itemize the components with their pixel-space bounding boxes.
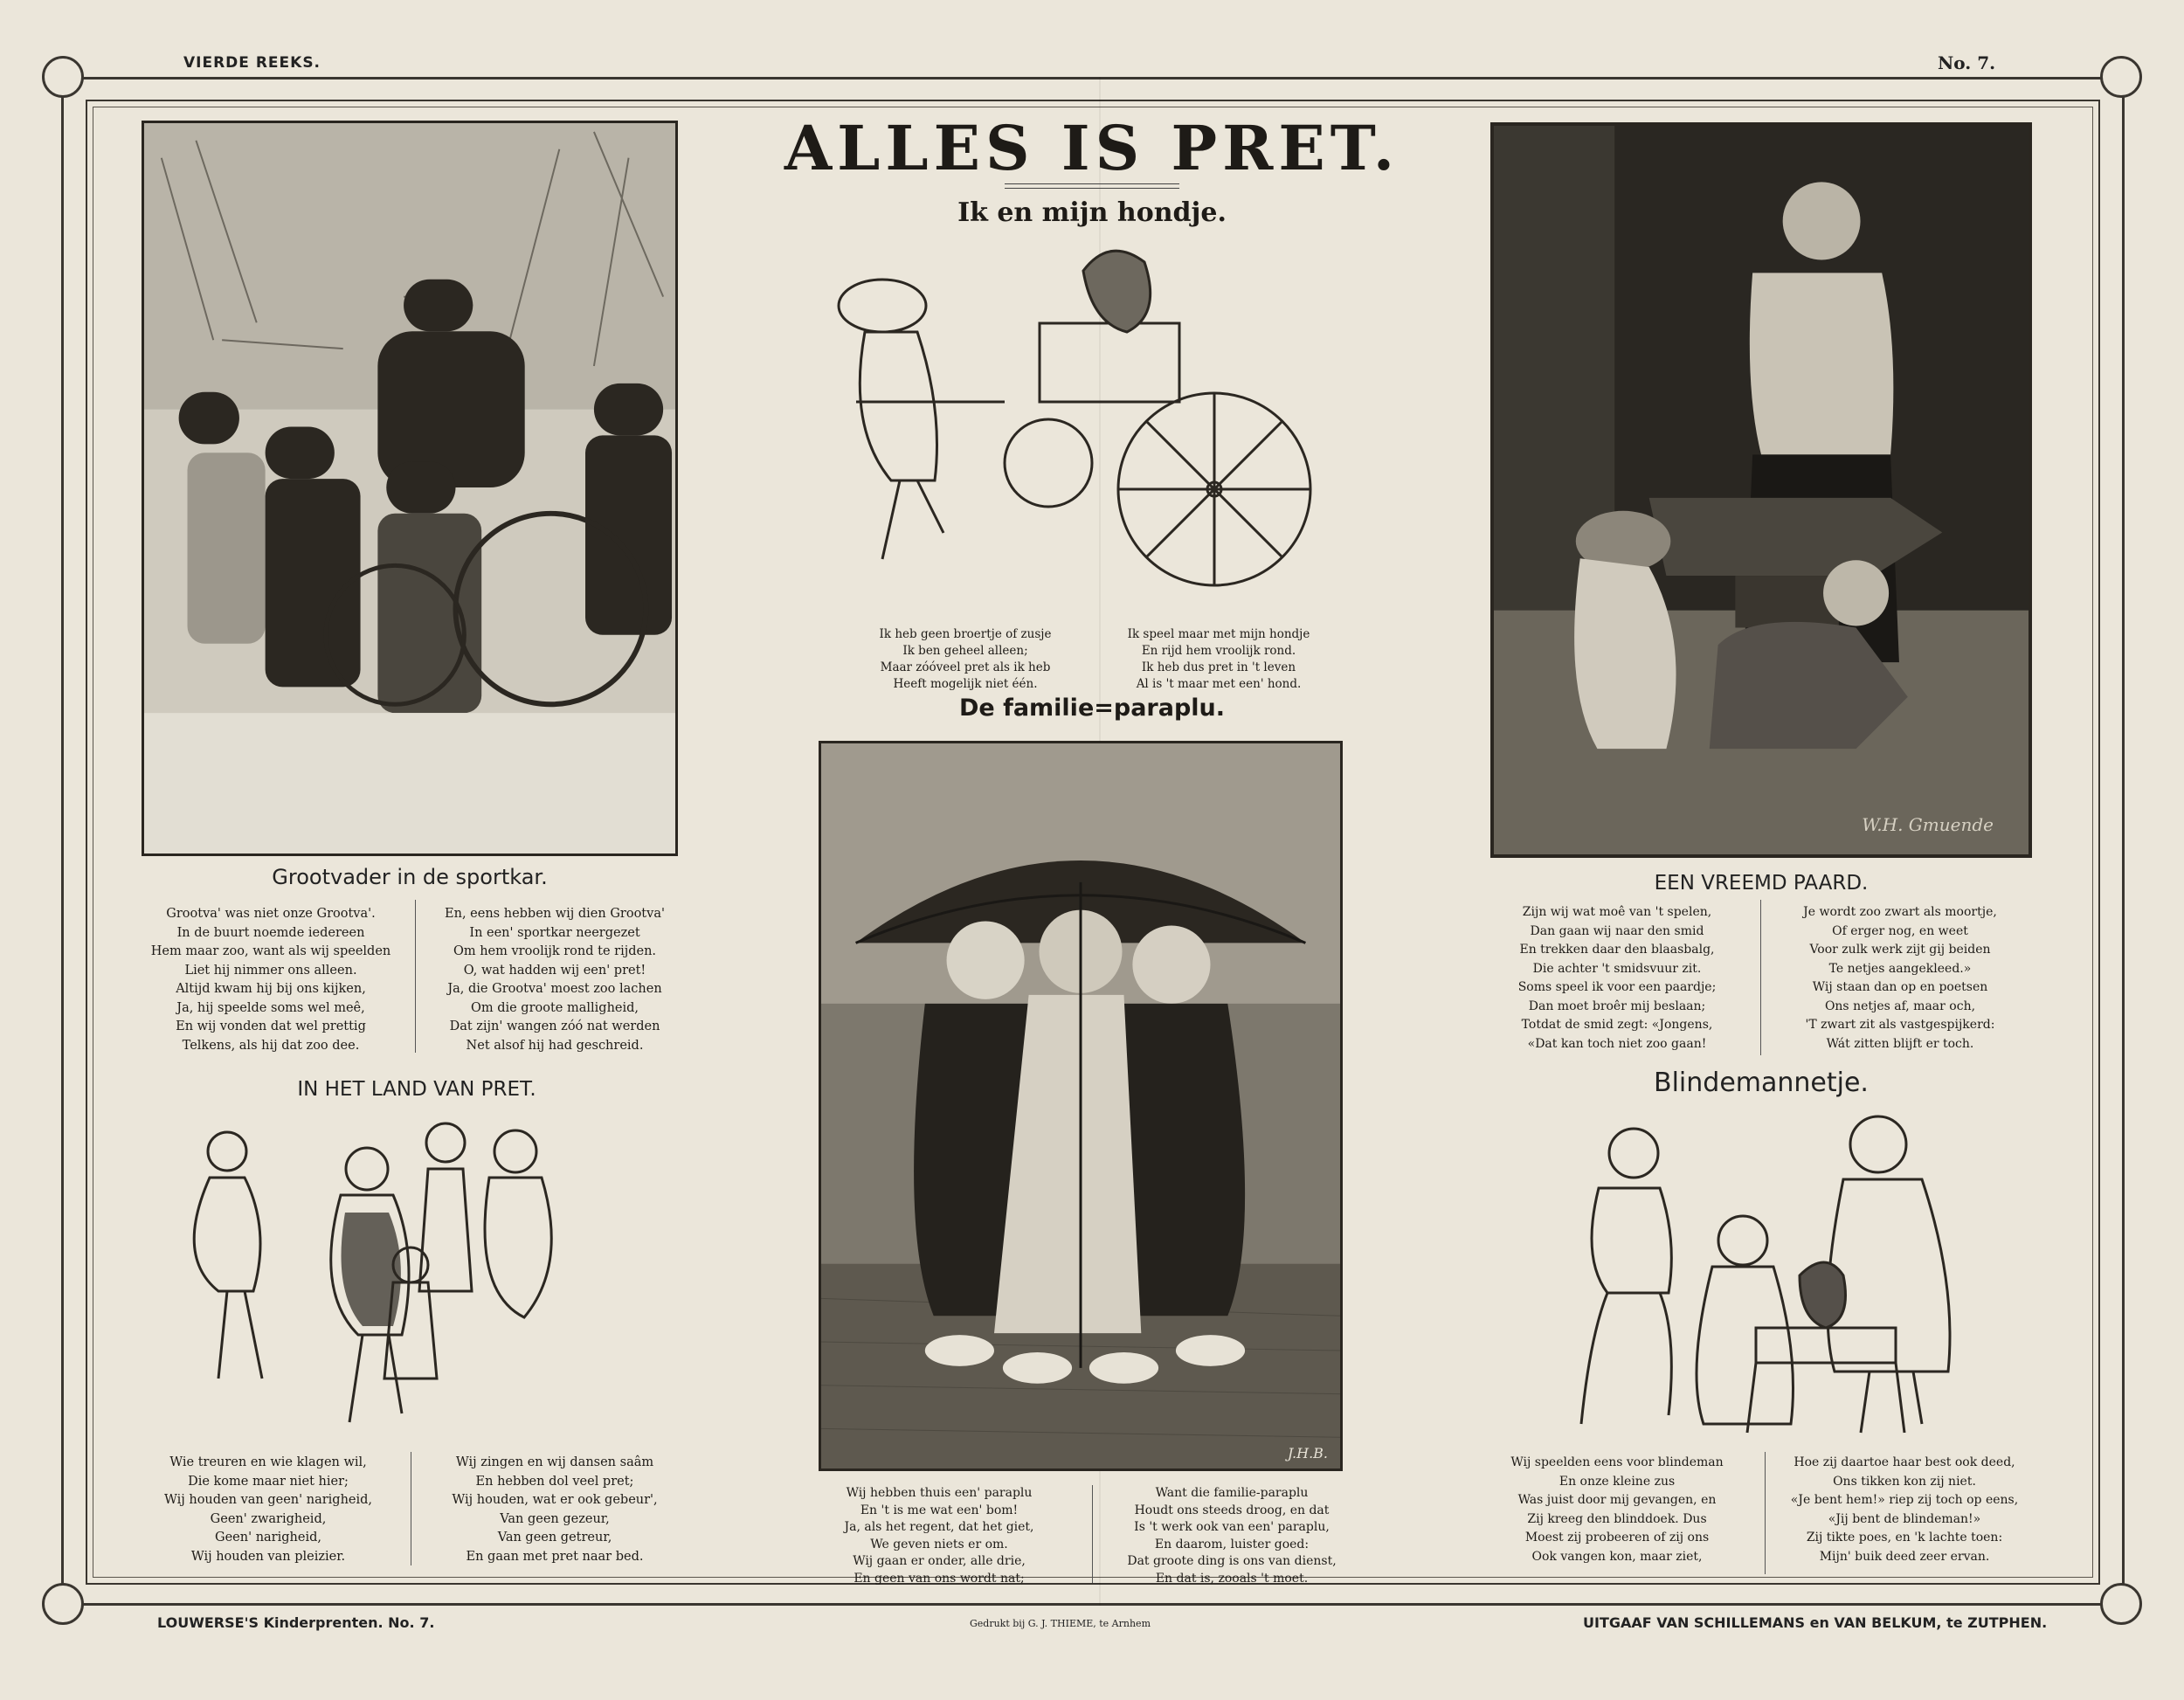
paraplu-poem-right bbox=[1105, 1485, 1358, 1587]
poem-line: Wij houden, wat er ook gebeur', bbox=[452, 1493, 658, 1507]
page-title: ALLES IS PRET. bbox=[784, 112, 1400, 184]
poem-line: Ik heb dus pret in 't leven bbox=[1141, 660, 1296, 674]
poem-line: «Je bent hem!» riep zij toch op eens, bbox=[1790, 1493, 2019, 1507]
poem-line: Was juist door mij gevangen, en bbox=[1517, 1493, 1717, 1507]
poem-line: Liet hij nimmer ons alleen. bbox=[184, 963, 357, 978]
poem-line: Hoe zij daartoe haar best ook deed, bbox=[1794, 1455, 2015, 1469]
issue-number: No. 7. bbox=[1938, 52, 1996, 73]
column-divider bbox=[415, 900, 416, 1053]
poem-line: Mijn' buik deed zeer ervan. bbox=[1819, 1549, 1990, 1564]
smid-signature: W.H. Gmuende bbox=[1862, 814, 1994, 835]
poem-line: En, eens hebben wij dien Grootva' bbox=[445, 907, 665, 921]
sportkar-engraving bbox=[142, 121, 678, 856]
paraplu-poem-left bbox=[812, 1485, 1066, 1587]
poem-line: Ook vangen kon, maar ziet, bbox=[1531, 1549, 1703, 1564]
title-rule bbox=[1005, 183, 1179, 189]
poem-line: Ons tikken kon zij niet. bbox=[1833, 1474, 1976, 1489]
column-divider bbox=[1760, 900, 1761, 1055]
corner-ornament-icon bbox=[2100, 56, 2142, 98]
poem-line: Of erger nog, en weet bbox=[1832, 923, 1968, 938]
paard-poem-left bbox=[1490, 903, 1744, 1054]
series-label: VIERDE REEKS. bbox=[183, 54, 321, 72]
poem-line: Wij staan dan op en poetsen bbox=[1812, 980, 1988, 994]
poem-line: En geen van ons wordt nat; bbox=[854, 1571, 1025, 1586]
poem-line: En trekken daar den blaasbalg, bbox=[1519, 943, 1715, 957]
poem-line: Dan gaan wij naar den smid bbox=[1530, 923, 1704, 938]
footer-publisher: UITGAAF VAN SCHILLEMANS en VAN BELKUM, te ZUTPHEN. bbox=[1583, 1614, 2048, 1631]
poem-line: Ik ben geheel alleen; bbox=[902, 644, 1028, 658]
poem-line: Om hem vroolijk rond te rijden. bbox=[453, 944, 657, 958]
poem-line: En 't is me wat een' bom! bbox=[860, 1503, 1019, 1517]
corner-ornament-icon bbox=[42, 1583, 84, 1625]
poem-line: 'T zwart zit als vastgespijkerd: bbox=[1805, 1018, 1995, 1032]
poem-line: Zijn wij wat moê van 't spelen, bbox=[1522, 905, 1712, 919]
poem-line: Ons netjes af, maar och, bbox=[1824, 999, 1976, 1013]
poem-line: Houdt ons steeds droog, en dat bbox=[1134, 1503, 1330, 1517]
poem-line: Ik heb geen broertje of zusje bbox=[879, 627, 1052, 641]
poem-line: En onze kleine zus bbox=[1559, 1474, 1676, 1489]
poem-line: Moest zij probeeren of zij ons bbox=[1524, 1531, 1710, 1545]
corner-ornament-icon bbox=[42, 56, 84, 98]
paard-title: EEN VREEMD PAARD. bbox=[1654, 872, 1869, 895]
poem-line: En hebben dol veel pret; bbox=[475, 1474, 634, 1489]
blindemannetje-title: Blindemannetje. bbox=[1654, 1068, 1869, 1098]
poem-line: Om die groote malligheid, bbox=[470, 1000, 639, 1015]
poem-line: Te netjes aangekleed.» bbox=[1828, 961, 1972, 976]
poem-line: In de buurt noemde iedereen bbox=[176, 925, 365, 940]
paraplu-title: De familie=paraplu. bbox=[958, 695, 1226, 722]
poem-line: En wij vonden dat wel prettig bbox=[176, 1019, 366, 1033]
poem-line: Net alsof hij had geschreid. bbox=[466, 1038, 644, 1053]
poem-line: Geen' narigheid, bbox=[215, 1531, 321, 1545]
poem-line: Wij speelden eens voor blindeman bbox=[1510, 1455, 1724, 1469]
sportkar-poem-right bbox=[432, 905, 677, 1055]
footer-series: LOUWERSE'S Kinderprenten. No. 7. bbox=[157, 1614, 435, 1631]
poem-line: Zij tikte poes, en 'k lachte toen: bbox=[1806, 1531, 2003, 1545]
poem-line: Wij houden van geen' narigheid, bbox=[163, 1493, 373, 1507]
poem-line: En rijd hem vroolijk rond. bbox=[1141, 644, 1296, 658]
blindemannetje-poem-right bbox=[1773, 1454, 2035, 1566]
sportkar-poem-left bbox=[149, 905, 393, 1055]
poem-line: O, wat hadden wij een' pret! bbox=[463, 963, 646, 978]
umbrella-girls-engraving bbox=[819, 741, 1343, 1471]
poem-line: Die achter 't smidsvuur zit. bbox=[1532, 961, 1702, 976]
poem-line: Wie treuren en wie klagen wil, bbox=[169, 1455, 367, 1469]
poem-line: Dat zijn' wangen zóó nat werden bbox=[449, 1019, 660, 1033]
hondje-poem-right bbox=[1105, 626, 1332, 693]
poem-line: Dan moet broêr mij beslaan; bbox=[1528, 999, 1706, 1013]
poem-line: We geven niets er om. bbox=[870, 1537, 1008, 1551]
poem-line: «Dat kan toch niet zoo gaan! bbox=[1527, 1036, 1707, 1051]
blind-mans-buff-engraving bbox=[1538, 1109, 2001, 1441]
poem-line: Wát zitten blijft er toch. bbox=[1826, 1036, 1974, 1051]
poem-line: Grootva' was niet onze Grootva'. bbox=[166, 907, 376, 921]
girl-with-dog-cart-engraving bbox=[830, 236, 1345, 603]
poem-line: Maar zóóveel pret als ik heb bbox=[880, 660, 1051, 674]
landvanpret-poem-left bbox=[142, 1454, 395, 1566]
poem-line: En dat is, zooals 't moet. bbox=[1155, 1571, 1309, 1586]
poem-line: Wij hebben thuis een' paraplu bbox=[846, 1486, 1033, 1500]
blindemannetje-poem-left bbox=[1490, 1454, 1744, 1566]
column-divider bbox=[1092, 1485, 1093, 1583]
poem-line: Voor zulk werk zijt gij beiden bbox=[1809, 943, 1991, 957]
poem-line: In een' sportkar neergezet bbox=[469, 925, 640, 940]
poem-line: Ik speel maar met mijn hondje bbox=[1127, 627, 1310, 641]
footer-printer: Gedrukt bij G. J. THIEME, te Arnhem bbox=[970, 1618, 1151, 1629]
poem-line: Je wordt zoo zwart als moortje, bbox=[1803, 905, 1997, 919]
poem-line: Soms speel ik voor een paardje; bbox=[1517, 980, 1717, 994]
corner-ornament-icon bbox=[2100, 1583, 2142, 1625]
poem-line: Wij gaan er onder, alle drie, bbox=[853, 1554, 1026, 1568]
poem-line: Altijd kwam hij bij ons kijken, bbox=[176, 982, 366, 996]
poem-line: «Jij bent de blindeman!» bbox=[1828, 1511, 1981, 1526]
landvanpret-title: IN HET LAND VAN PRET. bbox=[297, 1078, 536, 1101]
poem-line: Telkens, als hij dat zoo dee. bbox=[182, 1038, 360, 1053]
paraplu-signature: J.H.B. bbox=[1287, 1445, 1328, 1462]
dancing-children-engraving bbox=[157, 1116, 629, 1440]
poem-line: Van geen gezeur, bbox=[500, 1511, 610, 1526]
poem-line: Ja, hij speelde soms wel meê, bbox=[176, 1000, 365, 1015]
poem-line: Van geen getreur, bbox=[497, 1531, 612, 1545]
poem-line: Die kome maar niet hier; bbox=[188, 1474, 349, 1489]
paard-poem-right bbox=[1773, 903, 2027, 1054]
poem-line: Ja, als het regent, dat het giet, bbox=[844, 1520, 1034, 1534]
poem-line: Is 't werk ook van een' paraplu, bbox=[1134, 1520, 1330, 1534]
sportkar-title: Grootvader in de sportkar. bbox=[272, 865, 548, 889]
column-divider bbox=[1765, 1452, 1766, 1574]
blacksmith-engraving bbox=[1490, 122, 2032, 858]
poem-line: En daarom, luister goed: bbox=[1154, 1537, 1310, 1551]
poem-line: Zij kreeg den blinddoek. Dus bbox=[1527, 1511, 1707, 1526]
poem-line: Hem maar zoo, want als wij speelden bbox=[150, 944, 391, 958]
hondje-poem-left bbox=[852, 626, 1079, 693]
poem-line: Geen' zwarigheid, bbox=[210, 1511, 327, 1526]
landvanpret-poem-right bbox=[428, 1454, 681, 1566]
poem-line: Wij zingen en wij dansen saâm bbox=[455, 1455, 654, 1469]
hondje-title: Ik en mijn hondje. bbox=[957, 197, 1227, 228]
poem-line: Want die familie-paraplu bbox=[1155, 1486, 1309, 1500]
poem-line: En gaan met pret naar bed. bbox=[466, 1549, 644, 1564]
poem-line: Heeft mogelijk niet één. bbox=[893, 677, 1038, 691]
poem-line: Totdat de smid zegt: «Jongens, bbox=[1521, 1018, 1713, 1032]
poem-line: Wij houden van pleizier. bbox=[190, 1549, 346, 1564]
poem-line: Al is 't maar met een' hond. bbox=[1136, 677, 1302, 691]
poem-line: Ja, die Grootva' moest zoo lachen bbox=[447, 982, 662, 996]
poem-line: Dat groote ding is ons van dienst, bbox=[1127, 1554, 1337, 1568]
